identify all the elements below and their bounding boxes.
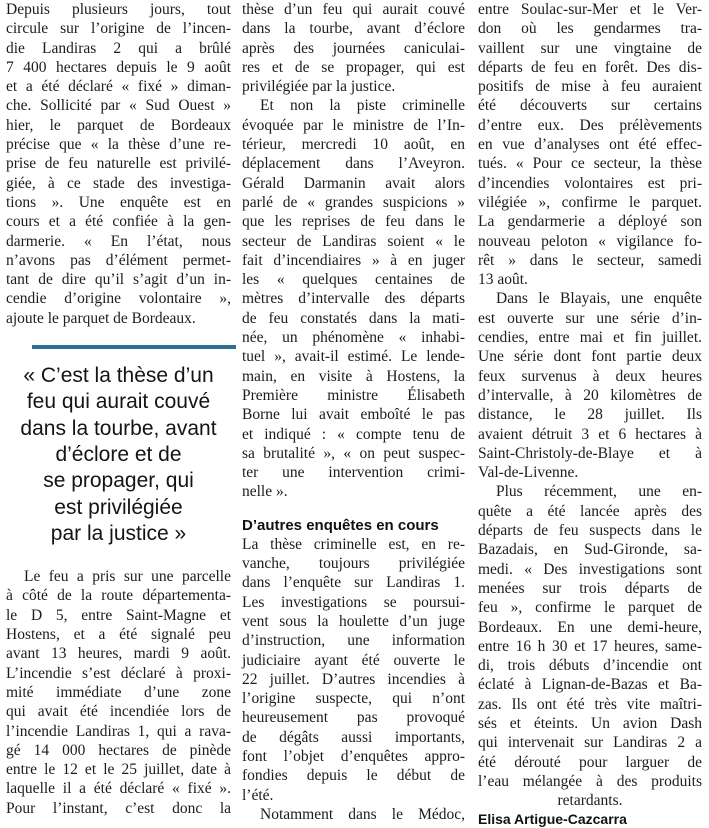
text-line: prise de feu naturelle est privilé- [6,155,231,173]
text-line: que les reprises de feu dans le [242,213,465,231]
text-line: d’incendies volontaires est pri- [478,174,702,192]
text-line: privilégiée par la justice. [242,78,396,96]
text-line: judiciaire ayant été ouverte le [242,651,465,669]
paragraph [242,535,465,805]
text-line: précise que « la thèse d’une re- [6,136,231,154]
text-line: Dans le Blayais, une enquête [496,290,702,308]
text-line: été découverts sur certains [478,97,702,115]
text-line: à côté de la route départementa- [6,587,231,605]
paragraph [478,289,702,482]
text-line: Pour l’instant, c’est donc la [6,799,231,817]
text-line: retardants. [557,792,623,810]
text-line: 22 juillet. D’autres incendies à [242,670,465,688]
text-line: 7 400 hectares depuis le 9 août [6,58,231,76]
text-line: de feu constatés dans la mati- [242,309,465,327]
text-line: mètres d’intervalle des départs [242,290,465,308]
text-line: positifs de mise à feu auraient [478,78,702,96]
text-line: main, en visite à Hostens, la [242,367,465,385]
text-line: parlé de « grandes suspicions » [242,193,465,211]
section-subheading: D’autres enquêtes en cours [242,516,439,534]
text-line: Notamment dans le Médoc, [260,805,465,823]
text-line: dans la tourbe, avant [20,416,217,440]
text-line: avaient détruit 3 et 6 hectares à [478,425,702,443]
author-byline: Elisa Artigue-Cazcarra [478,811,627,828]
text-line: sés et éteints. Un avion Dash [478,714,702,732]
text-line: avant 13 heures, mardi 9 août. [6,645,231,663]
text-line: Bordeaux. En une demi-heure, [478,618,702,636]
text-line: qui avait été incendiée lors de [6,703,231,721]
text-line: se propager, qui [43,469,194,493]
text-line: Première ministre Élisabeth [242,386,465,404]
article-column-3 [478,0,702,828]
text-line: et indiqué : « compte tenu de [242,425,465,443]
text-line: cendie d’origine volontaire », [6,290,231,308]
text-line: quête a été lancée après des [478,502,702,520]
text-line: rêt » dans le secteur, samedi [478,251,702,269]
text-line: est privilégiée [54,495,183,519]
text-line: entre 16 h 30 et 17 heures, same- [478,637,702,655]
text-line: don où les gendarmes tra- [478,20,702,38]
paragraph [242,0,465,96]
text-line: circule sur l’origine de l’incen- [6,20,231,38]
text-line: les « quelques centaines de [242,271,465,289]
text-line: tant de dire qu’il s’agit d’un in- [6,271,231,289]
text-line: giée, à ce stade des investiga- [6,174,231,192]
text-line: Gérald Darmanin avait alors [242,174,465,192]
text-line: Val-de-Livenne. [478,464,579,482]
text-line: tuel », avait-il estimé. Le lende- [242,348,465,366]
text-line: Plus récemment, une en- [496,483,702,501]
text-line: par la justice » [50,521,187,545]
text-line: ter une intervention crimi- [242,464,465,482]
text-line: di, trois débuts d’incendie ont [478,657,702,675]
text-line: nouveau peloton « vigilance fo- [478,232,702,250]
text-line: die Landiras 2 qui a brûlé [6,39,231,57]
text-line: mité immédiate d’une zone [6,683,231,701]
text-line: distance, le 28 juillet. Ils [478,406,702,424]
text-line: n’avons pas d’élément permet- [6,251,231,269]
text-line: L’incendie s’est déclaré à proxi- [6,664,231,682]
paragraph [242,96,465,501]
text-line: d’entre eux. Des prélèvements [478,116,702,134]
paragraph [6,567,231,818]
text-line: « C’est la thèse d’un [23,364,214,388]
text-line: vilégiée », confirme le parquet. [478,193,702,211]
text-line: et a été déclaré « fixé » diman- [6,78,231,96]
text-line: 13 août. [478,271,528,289]
text-line: Une série dont font partie deux [478,348,702,366]
text-line: menées sur trois départs de [478,579,702,597]
text-line: Bazadais, en Sud-Gironde, sa- [478,541,702,559]
text-line: vaillent sur une vingtaine de [478,39,702,57]
text-line: été dérouté pour larguer de [478,753,702,771]
text-line: gé 14 000 hectares de pinède [6,741,231,759]
text-line: l’incendie Landiras 1, qui a rava- [6,722,231,740]
text-line: tués. « Pour ce secteur, la thèse [478,155,702,173]
text-line: dans l’enquête sur Landiras 1. [242,574,465,592]
text-line: medi. « Des investigations sont [478,560,702,578]
text-line: La gendarmerie a déployé son [478,213,702,231]
text-line: thèse d’un feu qui aurait couvé [242,1,465,18]
text-line: déplacement dans l’Aveyron. [242,155,465,173]
text-line: d’intervalle, à 20 kilomètres de [478,386,702,404]
text-line: Hostens, et a été signalé peu [6,626,231,644]
text-line: hier, le parquet de Bordeaux [6,116,231,134]
text-line: entre Soulac-sur-Mer et le Ver- [478,1,702,18]
text-line: cours et a été confiée à la gen- [6,213,231,231]
text-line: darmerie. « En l’état, nous [6,232,231,250]
text-line: vent sous la houlette d’un juge [242,612,465,630]
text-line: ajoute le parquet de Bordeaux. [6,309,196,327]
text-line: évoquée par le ministre de l’In- [242,116,465,134]
text-line: de dégâts aussi importants, [242,728,465,746]
text-line: zas. Ils ont été très vite maîtri- [478,695,702,713]
text-line: entre le 12 et le 25 juillet, date à [6,761,231,779]
text-line: feux survenus à deux heures [478,367,702,385]
paragraph [478,482,702,810]
article-column-2 [242,0,465,824]
text-line: cendies, entre mai et fin juillet. [478,329,702,347]
text-line: laquelle il a été déclaré « fixé ». [6,780,231,798]
text-line: heureusement pas provoqué [242,709,465,727]
text-line: Les investigations se poursui- [242,593,465,611]
text-line: née, un phénomène « inhabi- [242,329,465,347]
text-line: font l’objet d’enquêtes appro- [242,747,465,765]
text-line: l’eau mélangée à des produits [478,772,702,790]
article-column-1 [6,0,231,818]
text-line: res et de se propager, qui est [242,58,465,76]
paragraph [242,805,465,824]
text-line: fondies depuis le début de [242,767,465,785]
text-line: en vue d’analyses ont été effec- [478,136,702,154]
text-line: feu qui aurait couvé [26,390,211,414]
paragraph [6,0,231,328]
text-line: Saint-Christoly-de-Blaye et à [478,444,702,462]
text-line: Borne lui avait emboîté le pas [242,406,465,424]
text-line: éclaté à Lignan-de-Bazas et Ba- [478,676,702,694]
text-line: départs de feu suspects dans le [478,522,702,540]
paragraph [478,0,702,289]
text-line: che. Sollicité par « Sud Ouest » [6,97,231,115]
text-line: Depuis plusieurs jours, tout [6,1,231,18]
text-line: vanche, toujours privilégiée [242,555,465,573]
pull-quote-bar [32,345,236,349]
text-line: Le feu a pris sur une parcelle [24,568,231,586]
text-line: après des journées caniculai- [242,39,465,57]
text-line: l’été. [242,786,274,804]
text-line: nelle ». [242,483,288,501]
text-line: Et non la piste criminelle [260,97,465,115]
text-line: d’instruction, une information [242,632,465,650]
text-line: l’origine suspecte, qui n’ont [242,690,465,708]
text-line: d’éclore et de [55,442,182,466]
text-line: fait d’incendiaires » à en juger [242,251,465,269]
text-line: est ouverte sur une série d’in- [478,309,702,327]
text-line: sa brutalité », « on peut suspec- [242,444,465,462]
text-line: tions ». Une enquête est en [6,193,231,211]
text-line: le D 5, entre Saint-Magne et [6,606,231,624]
text-line: La thèse criminelle est, en re- [242,535,465,553]
text-line: secteur de Landiras soient « le [242,232,465,250]
text-line: térieur, mercredi 10 août, en [242,136,465,154]
text-line: départs de feu en forêt. Des dis- [478,58,702,76]
pull-quote [6,363,231,547]
text-line: dans la tourbe, avant d’éclore [242,20,465,38]
text-line: feu », confirme le parquet de [478,599,702,617]
text-line: qui intervenait sur Landiras 2 a [478,734,702,752]
